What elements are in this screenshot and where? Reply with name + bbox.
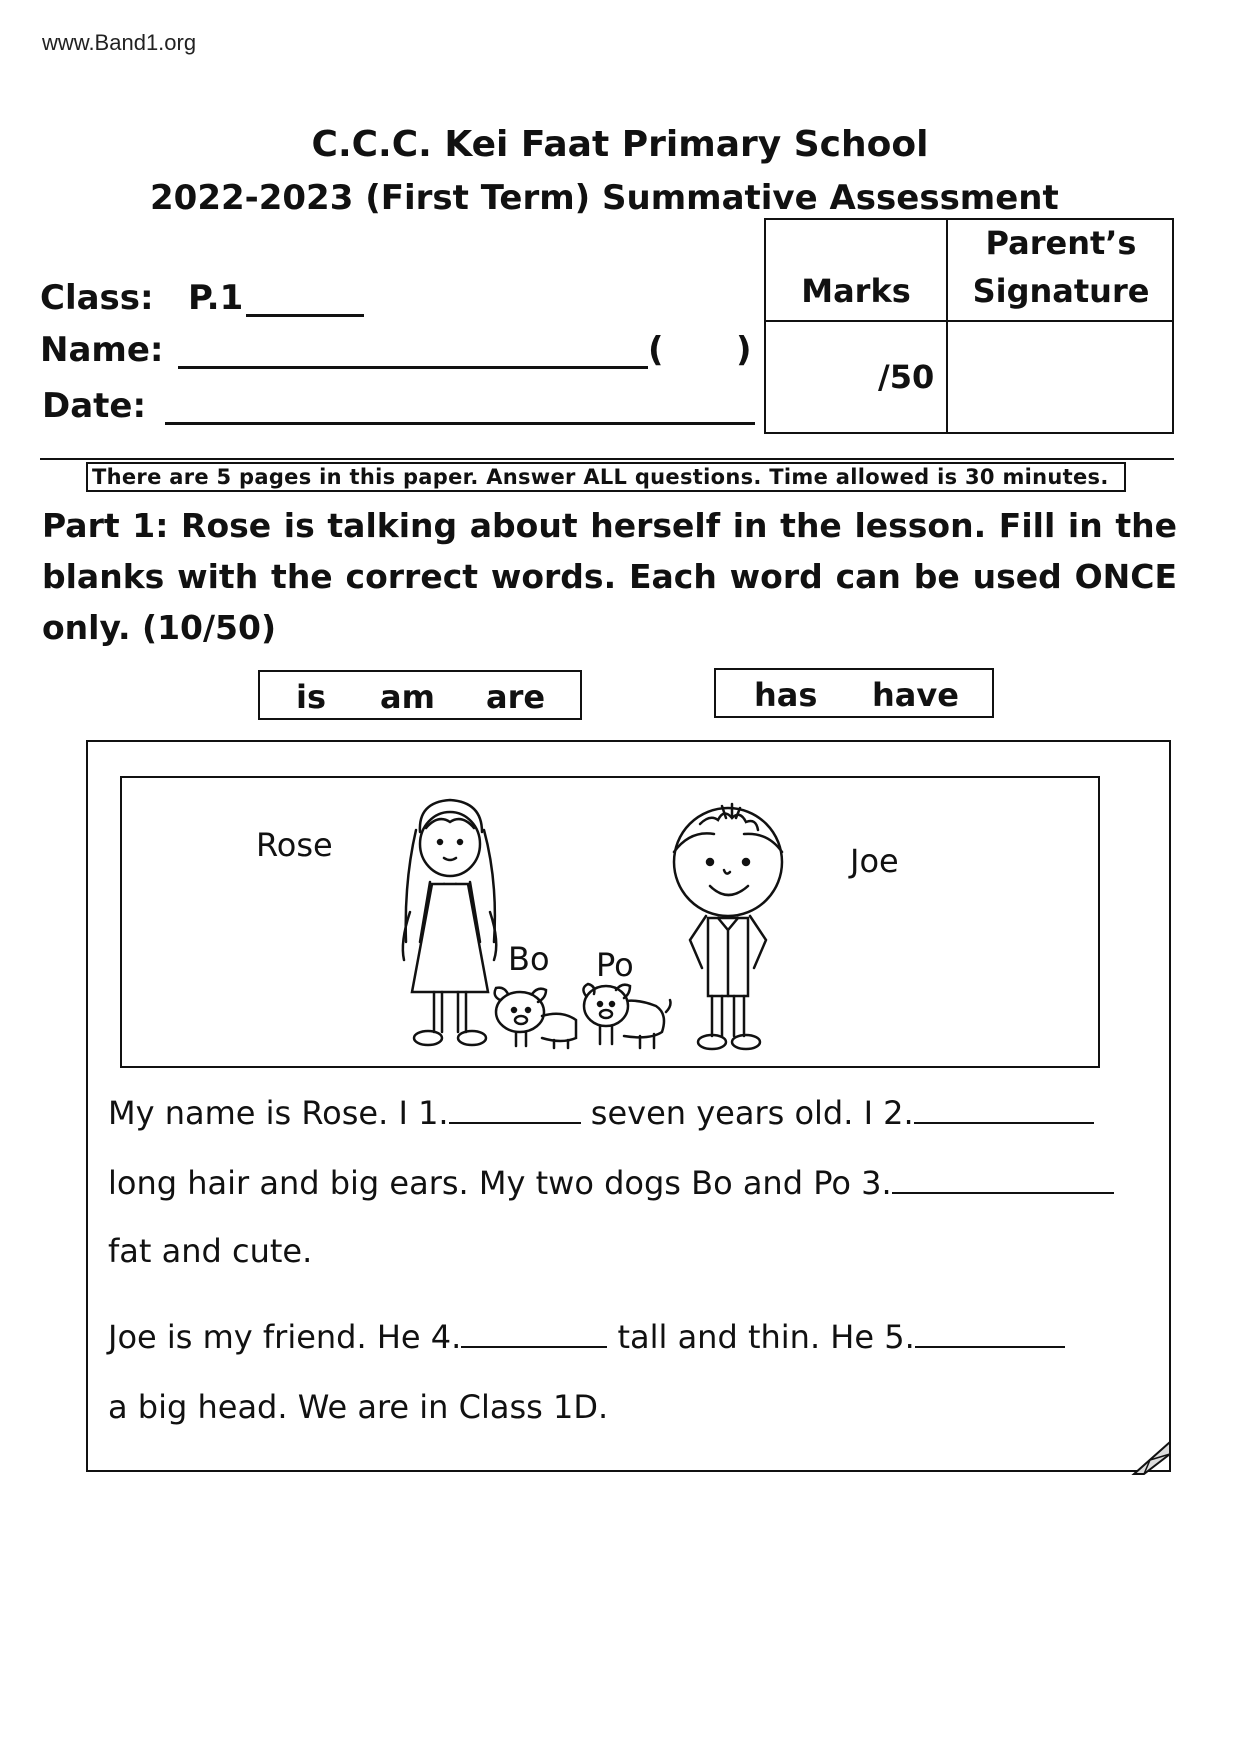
story-line-1: [108, 1094, 1094, 1132]
label-rose: Rose: [256, 826, 333, 864]
label-bo: Bo: [508, 940, 550, 978]
blank-2[interactable]: [914, 1094, 1094, 1124]
date-label: Date:: [42, 386, 147, 426]
dog-bo-illustration: [492, 980, 582, 1052]
signature-header-line2: Signature: [972, 272, 1150, 310]
blank-5[interactable]: [915, 1318, 1065, 1348]
word-have: have: [872, 676, 959, 714]
story-line4-a: Joe is my friend. He 4.: [108, 1318, 462, 1356]
class-number-close: ): [736, 330, 752, 370]
class-line[interactable]: [246, 314, 364, 317]
marks-score-cell[interactable]: [766, 322, 876, 432]
marks-header: Marks: [801, 272, 911, 310]
instructions-notice: There are 5 pages in this paper. Answer ALL questions. Time allowed is 30 minutes.: [86, 462, 1126, 492]
watermark: www.Band1.org: [42, 30, 197, 55]
class-number-open: (: [648, 330, 664, 370]
exam-title: 2022-2023 (First Term) Summative Assessment: [150, 178, 1059, 218]
blank-4[interactable]: [461, 1318, 607, 1348]
story-line1-b: seven years old. I 2.: [580, 1094, 914, 1132]
blank-3[interactable]: [892, 1164, 1114, 1194]
name-line[interactable]: [178, 366, 648, 369]
school-name: C.C.C. Kei Faat Primary School: [311, 124, 929, 165]
marks-total: /50: [878, 358, 935, 396]
label-po: Po: [596, 946, 634, 984]
word-bank-have: [714, 668, 994, 718]
story-line4-b: tall and thin. He 5.: [607, 1318, 915, 1356]
marks-table: [764, 218, 1174, 434]
dog-po-illustration: [580, 978, 672, 1054]
page-curl-icon: [1130, 1440, 1180, 1480]
header-rule: [40, 458, 1174, 460]
word-am: am: [380, 678, 435, 716]
boy-illustration: [660, 800, 796, 1056]
word-bank-be: [258, 670, 582, 720]
class-label: Class:: [40, 278, 154, 318]
blank-1[interactable]: [449, 1094, 581, 1124]
word-are: are: [486, 678, 546, 716]
signature-cell[interactable]: [948, 322, 1174, 432]
name-label: Name:: [40, 330, 164, 370]
word-is: is: [296, 678, 327, 716]
part1-title: Part 1: Rose is talking about herself in the lesson. Fill in the blanks with the correct words. Each word can be used ONCE only. (10/50): [42, 506, 1177, 647]
story-line2-a: long hair and big ears. My two dogs Bo and Po 3.: [108, 1164, 892, 1202]
story-line-4: [108, 1318, 1065, 1356]
story-line-3: fat and cute.: [108, 1232, 313, 1270]
label-joe: Joe: [850, 842, 899, 880]
story-line-5: a big head. We are in Class 1D.: [108, 1388, 609, 1426]
story-line-2: [108, 1164, 1114, 1202]
signature-header-line1: Parent’s: [985, 224, 1137, 262]
story-line1-a: My name is Rose. I 1.: [108, 1094, 449, 1132]
date-line[interactable]: [165, 422, 755, 425]
word-has: has: [754, 676, 818, 714]
class-value: P.1: [188, 278, 244, 318]
